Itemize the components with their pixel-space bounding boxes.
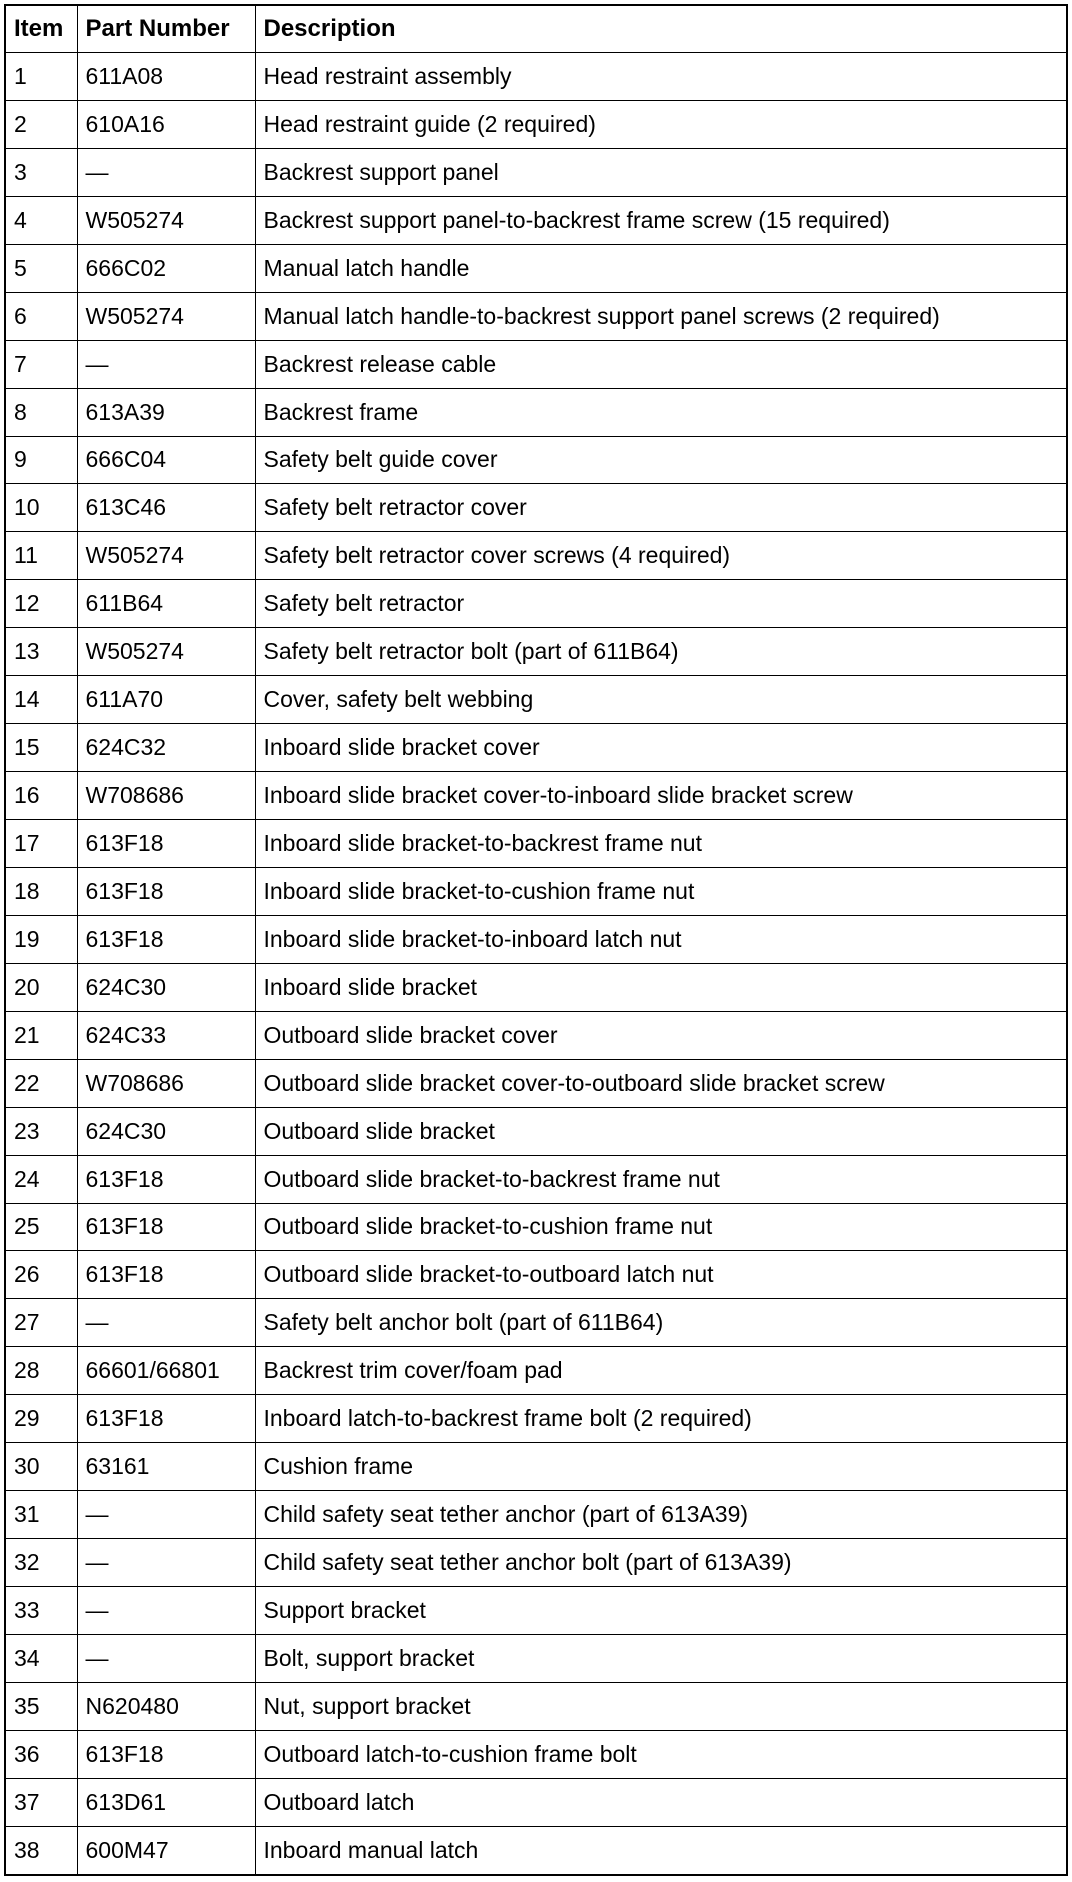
part-number-cell: — [77, 1299, 255, 1347]
table-row [5, 1682, 1067, 1730]
table-row [5, 100, 1067, 148]
item-cell: 11 [5, 532, 77, 580]
table-row [5, 292, 1067, 340]
table-row [5, 1826, 1067, 1875]
item-cell: 5 [5, 244, 77, 292]
item-cell: 29 [5, 1395, 77, 1443]
table-row [5, 1059, 1067, 1107]
description-cell: Inboard slide bracket-to-backrest frame nut [255, 820, 1067, 868]
item-cell: 21 [5, 1011, 77, 1059]
table-row [5, 1491, 1067, 1539]
table-row [5, 1730, 1067, 1778]
part-number-cell: 610A16 [77, 100, 255, 148]
description-cell: Manual latch handle [255, 244, 1067, 292]
part-number-cell: 611B64 [77, 580, 255, 628]
part-number-cell: 666C02 [77, 244, 255, 292]
description-cell: Support bracket [255, 1587, 1067, 1635]
item-cell: 17 [5, 820, 77, 868]
table-row [5, 484, 1067, 532]
parts-table [4, 4, 1068, 1876]
description-cell: Bolt, support bracket [255, 1634, 1067, 1682]
item-cell: 19 [5, 915, 77, 963]
description-cell: Head restraint guide (2 required) [255, 100, 1067, 148]
item-cell: 25 [5, 1203, 77, 1251]
part-number-cell: N620480 [77, 1682, 255, 1730]
item-cell: 3 [5, 148, 77, 196]
item-cell: 37 [5, 1778, 77, 1826]
table-row [5, 388, 1067, 436]
description-cell: Inboard slide bracket-to-inboard latch nut [255, 915, 1067, 963]
description-cell: Cushion frame [255, 1443, 1067, 1491]
part-number-cell: 613C46 [77, 484, 255, 532]
item-cell: 35 [5, 1682, 77, 1730]
description-cell: Safety belt retractor [255, 580, 1067, 628]
description-cell: Outboard slide bracket cover-to-outboard slide bracket screw [255, 1059, 1067, 1107]
description-cell: Outboard slide bracket [255, 1107, 1067, 1155]
table-row [5, 1395, 1067, 1443]
part-number-cell: — [77, 1491, 255, 1539]
item-cell: 1 [5, 53, 77, 101]
table-row [5, 915, 1067, 963]
item-cell: 27 [5, 1299, 77, 1347]
item-cell: 28 [5, 1347, 77, 1395]
part-number-cell: W708686 [77, 772, 255, 820]
part-number-cell: 63161 [77, 1443, 255, 1491]
description-cell: Safety belt guide cover [255, 436, 1067, 484]
item-cell: 6 [5, 292, 77, 340]
table-row [5, 1587, 1067, 1635]
table-row [5, 580, 1067, 628]
item-cell: 14 [5, 676, 77, 724]
part-number-cell: 613F18 [77, 1203, 255, 1251]
description-cell: Safety belt retractor cover [255, 484, 1067, 532]
part-number-cell: 613D61 [77, 1778, 255, 1826]
part-number-cell: W708686 [77, 1059, 255, 1107]
item-cell: 33 [5, 1587, 77, 1635]
part-number-cell: W505274 [77, 628, 255, 676]
item-cell: 36 [5, 1730, 77, 1778]
part-number-cell: 624C33 [77, 1011, 255, 1059]
table-row [5, 772, 1067, 820]
table-row [5, 1107, 1067, 1155]
part-number-cell: 613F18 [77, 915, 255, 963]
part-number-cell: — [77, 148, 255, 196]
part-number-cell: W505274 [77, 532, 255, 580]
item-cell: 16 [5, 772, 77, 820]
table-row [5, 820, 1067, 868]
description-cell: Backrest release cable [255, 340, 1067, 388]
table-body [5, 53, 1067, 1876]
item-cell: 8 [5, 388, 77, 436]
part-number-cell: W505274 [77, 196, 255, 244]
part-number-cell: — [77, 1634, 255, 1682]
description-cell: Cover, safety belt webbing [255, 676, 1067, 724]
description-cell: Inboard slide bracket cover-to-inboard slide bracket screw [255, 772, 1067, 820]
table-row [5, 1778, 1067, 1826]
description-cell: Backrest support panel [255, 148, 1067, 196]
description-cell: Nut, support bracket [255, 1682, 1067, 1730]
table-row [5, 532, 1067, 580]
item-cell: 2 [5, 100, 77, 148]
item-cell: 9 [5, 436, 77, 484]
table-row [5, 1299, 1067, 1347]
table-row [5, 148, 1067, 196]
description-cell: Outboard latch-to-cushion frame bolt [255, 1730, 1067, 1778]
part-number-cell: 624C30 [77, 963, 255, 1011]
description-cell: Inboard slide bracket-to-cushion frame nut [255, 867, 1067, 915]
description-cell: Outboard slide bracket-to-cushion frame nut [255, 1203, 1067, 1251]
part-number-cell: 613F18 [77, 1730, 255, 1778]
description-cell: Backrest support panel-to-backrest frame screw (15 required) [255, 196, 1067, 244]
description-cell: Head restraint assembly [255, 53, 1067, 101]
description-cell: Safety belt retractor bolt (part of 611B64) [255, 628, 1067, 676]
part-number-cell: 613A39 [77, 388, 255, 436]
header-description: Description [255, 5, 1067, 53]
description-cell: Outboard latch [255, 1778, 1067, 1826]
description-cell: Safety belt anchor bolt (part of 611B64) [255, 1299, 1067, 1347]
table-row [5, 963, 1067, 1011]
item-cell: 7 [5, 340, 77, 388]
item-cell: 20 [5, 963, 77, 1011]
description-cell: Backrest frame [255, 388, 1067, 436]
part-number-cell: 600M47 [77, 1826, 255, 1875]
table-row [5, 676, 1067, 724]
description-cell: Child safety seat tether anchor (part of 613A39) [255, 1491, 1067, 1539]
item-cell: 4 [5, 196, 77, 244]
table-row [5, 1539, 1067, 1587]
item-cell: 22 [5, 1059, 77, 1107]
table-row [5, 1443, 1067, 1491]
item-cell: 12 [5, 580, 77, 628]
table-row [5, 53, 1067, 101]
part-number-cell: 613F18 [77, 820, 255, 868]
item-cell: 10 [5, 484, 77, 532]
table-row [5, 1011, 1067, 1059]
description-cell: Manual latch handle-to-backrest support panel screws (2 required) [255, 292, 1067, 340]
item-cell: 15 [5, 724, 77, 772]
part-number-cell: 66601/66801 [77, 1347, 255, 1395]
table-row [5, 1347, 1067, 1395]
part-number-cell: 613F18 [77, 1251, 255, 1299]
table-row [5, 340, 1067, 388]
description-cell: Inboard manual latch [255, 1826, 1067, 1875]
item-cell: 30 [5, 1443, 77, 1491]
part-number-cell: 613F18 [77, 867, 255, 915]
table-row [5, 436, 1067, 484]
description-cell: Inboard slide bracket cover [255, 724, 1067, 772]
description-cell: Safety belt retractor cover screws (4 required) [255, 532, 1067, 580]
table-row [5, 867, 1067, 915]
description-cell: Inboard slide bracket [255, 963, 1067, 1011]
table-row [5, 1634, 1067, 1682]
item-cell: 34 [5, 1634, 77, 1682]
header-item: Item [5, 5, 77, 53]
part-number-cell: — [77, 1587, 255, 1635]
item-cell: 24 [5, 1155, 77, 1203]
table-row [5, 724, 1067, 772]
part-number-cell: 666C04 [77, 436, 255, 484]
description-cell: Backrest trim cover/foam pad [255, 1347, 1067, 1395]
part-number-cell: 624C30 [77, 1107, 255, 1155]
description-cell: Outboard slide bracket-to-backrest frame nut [255, 1155, 1067, 1203]
part-number-cell: 611A70 [77, 676, 255, 724]
item-cell: 38 [5, 1826, 77, 1875]
table-row [5, 196, 1067, 244]
part-number-cell: W505274 [77, 292, 255, 340]
table-row [5, 1155, 1067, 1203]
part-number-cell: — [77, 340, 255, 388]
table-row [5, 244, 1067, 292]
part-number-cell: 613F18 [77, 1395, 255, 1443]
header-part-number: Part Number [77, 5, 255, 53]
part-number-cell: 611A08 [77, 53, 255, 101]
part-number-cell: 613F18 [77, 1155, 255, 1203]
description-cell: Inboard latch-to-backrest frame bolt (2 required) [255, 1395, 1067, 1443]
description-cell: Child safety seat tether anchor bolt (part of 613A39) [255, 1539, 1067, 1587]
table-row [5, 1203, 1067, 1251]
item-cell: 26 [5, 1251, 77, 1299]
table-row [5, 1251, 1067, 1299]
part-number-cell: — [77, 1539, 255, 1587]
description-cell: Outboard slide bracket-to-outboard latch nut [255, 1251, 1067, 1299]
item-cell: 18 [5, 867, 77, 915]
table-row [5, 628, 1067, 676]
description-cell: Outboard slide bracket cover [255, 1011, 1067, 1059]
item-cell: 23 [5, 1107, 77, 1155]
item-cell: 32 [5, 1539, 77, 1587]
table-header-row [5, 5, 1067, 53]
part-number-cell: 624C32 [77, 724, 255, 772]
item-cell: 31 [5, 1491, 77, 1539]
item-cell: 13 [5, 628, 77, 676]
